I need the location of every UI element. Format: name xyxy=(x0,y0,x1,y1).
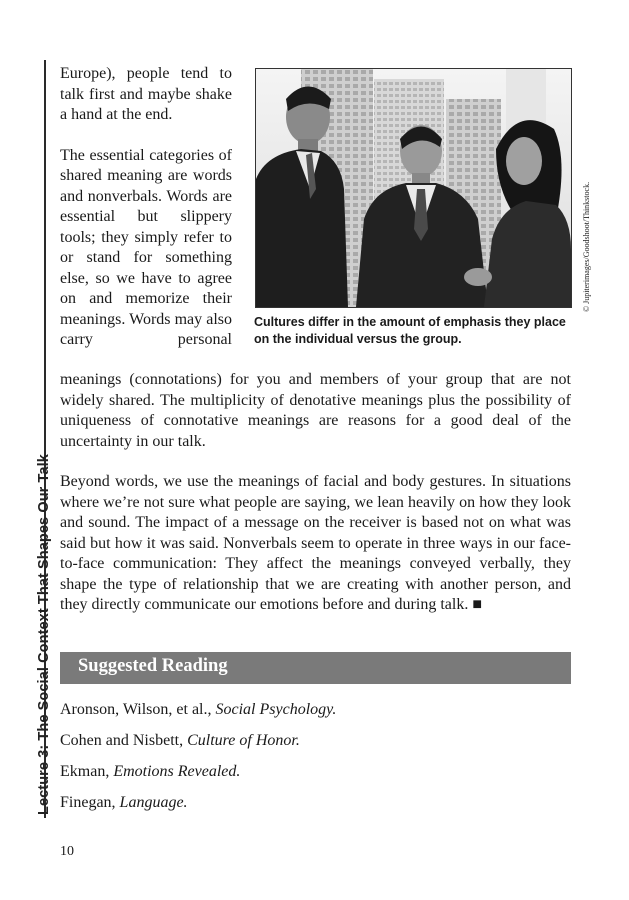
reading-item xyxy=(60,729,571,760)
reading-item xyxy=(60,698,571,729)
reading-title: Emotions Revealed. xyxy=(113,763,241,780)
page-number: 10 xyxy=(60,844,74,859)
reading-authors: Cohen and Nisbett, xyxy=(60,732,188,749)
main-text xyxy=(60,370,571,636)
running-header-lecture-title: Lecture 3: The Social Context That Shapes Our Talk xyxy=(36,454,52,815)
photo-credit: © Jupiterimages/Goodshoot/Thinkstock. xyxy=(582,181,591,312)
reading-item xyxy=(60,791,571,822)
paragraph: Europe), people tend to talk first and maybe shake a hand at the end. xyxy=(60,65,232,123)
reading-title: Social Psychology. xyxy=(215,701,337,718)
paragraph: Beyond words, we use the meanings of facial and body gestures. In situations where we’re not sure what people are saying, we lean heavily on how they look and sound. The impact of a message on the receiver is based not on what was said but how it was said. Nonverbals seem to operate in three ways in our face-to-face communication: They affect the meanings conveyed verbally, they shape the type of relationship that we are creating with another person, and they directly communicate our emotions before and during talk. ■ xyxy=(60,473,571,613)
paragraph: meanings (connotations) for you and members of your group that are not widely shared. The multiplicity of denotative meanings plus the possibility of uniqueness of connotative meanings are reasons for a good deal of the uncertainty in our talk. xyxy=(60,371,571,450)
suggested-reading-banner xyxy=(60,652,571,684)
reading-authors: Finegan, xyxy=(60,794,120,811)
reading-list xyxy=(60,698,571,822)
reading-title: Language. xyxy=(119,794,188,811)
photo-illustration xyxy=(256,69,571,307)
reading-item xyxy=(60,760,571,791)
suggested-reading-heading: Suggested Reading xyxy=(78,656,228,676)
left-text-column xyxy=(60,64,232,371)
reading-authors: Aronson, Wilson, et al., xyxy=(60,701,216,718)
photo-caption: Cultures differ in the amount of emphasis they place on the individual versus the group. xyxy=(254,315,566,346)
reading-authors: Ekman, xyxy=(60,763,114,780)
photo-business-people xyxy=(255,68,572,308)
reading-title: Culture of Honor. xyxy=(187,732,300,749)
paragraph: The essential categories of shared meaning are words and nonverbals. Words are essential but slippery tools; they simply refer to or stand for something else, so we have to agree on and memorize their meanings. Words may also carry personal xyxy=(60,146,232,348)
